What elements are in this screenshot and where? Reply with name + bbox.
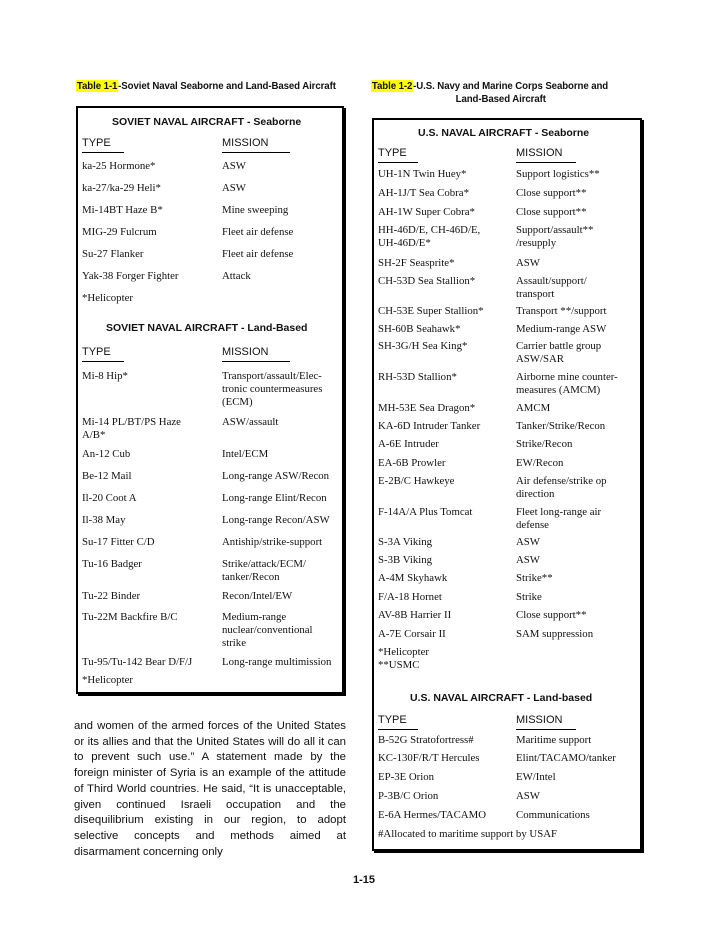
table-1-2-caption <box>371 80 638 106</box>
aircraft-type-cell: E-6A Hermes/TACAMO <box>378 809 486 821</box>
type-header-underline <box>378 729 418 730</box>
aircraft-type-cell: A-4M Skyhawk <box>378 572 448 584</box>
aircraft-type-cell: ka-25 Hormone* <box>82 160 156 172</box>
mission-cell: Close support** <box>516 609 587 621</box>
aircraft-type-cell: CH-53D Sea Stallion* <box>378 275 476 287</box>
aircraft-type-cell: Mi-8 Hip* <box>82 370 128 382</box>
aircraft-type-cell: Tu-22M Backfire B/C <box>82 611 178 623</box>
mission-cell: ASW <box>516 257 540 269</box>
aircraft-type-cell: AH-1W Super Cobra* <box>378 206 475 218</box>
mission-cell: Intel/ECM <box>222 448 269 460</box>
mission-cell: Mine sweeping <box>222 204 289 216</box>
soviet-seaborne-title: SOVIET NAVAL AIRCRAFT - Seaborne <box>112 116 302 128</box>
mission-cell: Assault/support/ transport <box>516 275 587 300</box>
mission-cell: SAM suppression <box>516 628 594 640</box>
aircraft-type-cell: S-3A Viking <box>378 536 433 548</box>
mission-cell: Long-range Recon/ASW <box>222 514 330 526</box>
us-seaborne-note-usmc: **USMC <box>378 659 420 671</box>
aircraft-type-cell: EA-6B Prowler <box>378 457 446 469</box>
mission-cell: ASW <box>516 790 540 802</box>
aircraft-type-cell: Mi-14BT Haze B* <box>82 204 163 216</box>
soviet-landbased-note: *Helicopter <box>82 674 133 686</box>
aircraft-type-cell: P-3B/C Orion <box>378 790 439 802</box>
mission-cell: Transport **/support <box>516 305 607 317</box>
mission-cell: Long-range ASW/Recon <box>222 470 330 482</box>
aircraft-type-cell: Mi-14 PL/BT/PS Haze A/B* <box>82 416 181 441</box>
aircraft-type-cell: RH-53D Stallion* <box>378 371 457 383</box>
mission-cell: Airborne mine counter- measures (AMCM) <box>516 371 618 396</box>
aircraft-type-cell: SH-3G/H Sea King* <box>378 340 468 352</box>
soviet-landbased-type-header: TYPE <box>82 346 111 358</box>
mission-cell: ASW <box>516 554 540 566</box>
us-landbased-note: #Allocated to maritime support by USAF <box>378 828 558 840</box>
type-header-underline <box>378 162 418 163</box>
aircraft-type-cell: Il-38 May <box>82 514 126 526</box>
mission-cell: ASW/assault <box>222 416 279 428</box>
aircraft-type-cell: UH-1N Twin Huey* <box>378 168 467 180</box>
mission-cell: Medium-range nuclear/conventional strike <box>222 611 313 649</box>
aircraft-type-cell: Yak-38 Forger Fighter <box>82 270 179 282</box>
aircraft-type-cell: Be-12 Mail <box>82 470 132 482</box>
table-1-1-tag: Table 1-1 <box>76 80 118 92</box>
us-seaborne-note-helicopter: *Helicopter <box>378 646 429 658</box>
mission-cell: Fleet long-range air defense <box>516 506 602 531</box>
mission-cell: Long-range multimission <box>222 656 332 668</box>
aircraft-type-cell: SH-60B Seahawk* <box>378 323 461 335</box>
aircraft-type-cell: Tu-95/Tu-142 Bear D/F/J <box>82 656 193 668</box>
mission-cell: Strike/Recon <box>516 438 573 450</box>
aircraft-type-cell: ka-27/ka-29 Heli* <box>82 182 161 194</box>
mission-cell: ASW <box>222 182 246 194</box>
aircraft-type-cell: SH-2F Seasprite* <box>378 257 455 269</box>
aircraft-type-cell: F/A-18 Hornet <box>378 591 442 603</box>
mission-cell: Carrier battle group ASW/SAR <box>516 340 602 365</box>
aircraft-type-cell: AH-1J/T Sea Cobra* <box>378 187 469 199</box>
mission-cell: Tanker/Strike/Recon <box>516 420 606 432</box>
mission-cell: Strike/attack/ECM/ tanker/Recon <box>222 558 306 583</box>
aircraft-type-cell: F-14A/A Plus Tomcat <box>378 506 473 518</box>
mission-cell: Close support** <box>516 206 587 218</box>
aircraft-type-cell: E-2B/C Hawkeye <box>378 475 455 487</box>
mission-cell: Antiship/strike-support <box>222 536 323 548</box>
aircraft-type-cell: MIG-29 Fulcrum <box>82 226 157 238</box>
us-landbased-type-header: TYPE <box>378 714 407 726</box>
table-1-1-caption <box>76 80 336 93</box>
type-header-underline <box>82 361 124 362</box>
table-1-1-caption-text: -Soviet Naval Seaborne and Land-Based Aircraft <box>118 80 336 92</box>
table-1-2-tag: Table 1-2 <box>371 80 413 92</box>
mission-cell: Strike** <box>516 572 553 584</box>
mission-cell: Support logistics** <box>516 168 600 180</box>
mission-cell: Transport/assault/Elec- tronic countermeasures (ECM) <box>222 370 323 408</box>
page-number: 1-15 <box>352 874 376 886</box>
mission-cell: Recon/Intel/EW <box>222 590 293 602</box>
us-seaborne-type-header: TYPE <box>378 147 407 159</box>
mission-cell: Support/assault** /resupply <box>516 224 594 249</box>
mission-cell: Communications <box>516 809 590 821</box>
mission-cell: Fleet air defense <box>222 248 294 260</box>
soviet-seaborne-type-header: TYPE <box>82 137 111 149</box>
mission-cell: Elint/TACAMO/tanker <box>516 752 616 764</box>
mission-cell: Medium-range ASW <box>516 323 607 335</box>
us-seaborne-title: U.S. NAVAL AIRCRAFT - Seaborne <box>418 127 590 139</box>
aircraft-type-cell: EP-3E Orion <box>378 771 435 783</box>
aircraft-type-cell: KA-6D Intruder Tanker <box>378 420 481 432</box>
mission-cell: Attack <box>222 270 251 282</box>
aircraft-type-cell: Tu-16 Badger <box>82 558 142 570</box>
aircraft-type-cell: Il-20 Coot A <box>82 492 137 504</box>
mission-cell: Air defense/strike op direction <box>516 475 607 500</box>
mission-cell: Fleet air defense <box>222 226 294 238</box>
body-paragraph: and women of the armed forces of the United States or its allies and that the United States will do all it can to prevent such use.” A statement made by the foreign minister of Syria is an example of the attitude of Third World countries. He said, “It is unacceptable, given continued Israeli occupation and the disequilibrium existing in our region, to adopt selective concepts and methods aimed at disarmament concerning only <box>74 720 346 858</box>
mission-header-underline <box>222 152 290 153</box>
mission-header-underline <box>222 361 290 362</box>
mission-cell: Maritime support <box>516 734 592 746</box>
mission-cell: AMCM <box>516 402 551 414</box>
aircraft-type-cell: B-52G Stratofortress# <box>378 734 474 746</box>
soviet-landbased-title: SOVIET NAVAL AIRCRAFT - Land-Based <box>106 322 308 334</box>
mission-header-underline <box>516 162 576 163</box>
aircraft-type-cell: HH-46D/E, CH-46D/E, UH-46D/E* <box>378 224 481 249</box>
soviet-aircraft-table <box>76 106 344 694</box>
soviet-landbased-mission-header: MISSION <box>222 346 269 358</box>
aircraft-type-cell: AV-8B Harrier II <box>378 609 452 621</box>
aircraft-type-cell: Su-17 Fitter C/D <box>82 536 155 548</box>
aircraft-type-cell: CH-53E Super Stallion* <box>378 305 484 317</box>
aircraft-type-cell: Su-27 Flanker <box>82 248 144 260</box>
aircraft-type-cell: An-12 Cub <box>82 448 131 460</box>
us-seaborne-mission-header: MISSION <box>516 147 563 159</box>
aircraft-type-cell: A-6E Intruder <box>378 438 439 450</box>
mission-cell: Close support** <box>516 187 587 199</box>
mission-cell: ASW <box>516 536 540 548</box>
mission-cell: Strike <box>516 591 542 603</box>
aircraft-type-cell: MH-53E Sea Dragon* <box>378 402 476 414</box>
mission-cell: Long-range Elint/Recon <box>222 492 327 504</box>
table-1-2-caption-line2: Land-Based Aircraft <box>455 93 546 105</box>
mission-cell: EW/Recon <box>516 457 564 469</box>
aircraft-type-cell: A-7E Corsair II <box>378 628 446 640</box>
mission-cell: ASW <box>222 160 246 172</box>
mission-header-underline <box>516 729 576 730</box>
us-aircraft-table <box>372 118 642 851</box>
soviet-seaborne-mission-header: MISSION <box>222 137 269 149</box>
aircraft-type-cell: S-3B Viking <box>378 554 433 566</box>
us-landbased-mission-header: MISSION <box>516 714 563 726</box>
soviet-seaborne-note: *Helicopter <box>82 292 133 304</box>
us-landbased-title: U.S. NAVAL AIRCRAFT - Land-based <box>410 692 593 704</box>
table-1-2-caption-text: -U.S. Navy and Marine Corps Seaborne and <box>413 80 609 92</box>
mission-cell: EW/Intel <box>516 771 556 783</box>
type-header-underline <box>82 152 124 153</box>
aircraft-type-cell: Tu-22 Binder <box>82 590 141 602</box>
aircraft-type-cell: KC-130F/R/T Hercules <box>378 752 480 764</box>
